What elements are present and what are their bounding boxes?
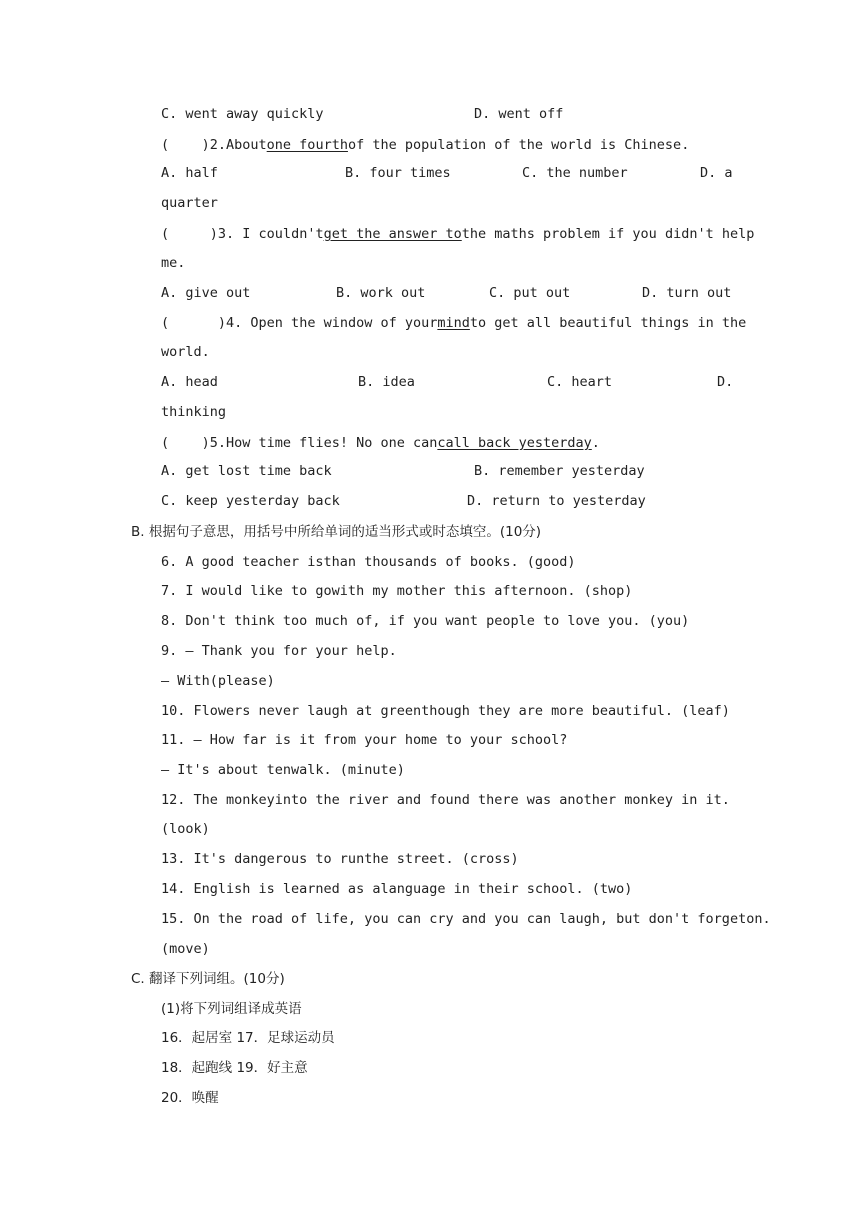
q2-option-c: C. the number xyxy=(522,165,628,181)
q4-option-a: A. head xyxy=(161,374,218,390)
list-item: 8. Don't think too much of, if you want people to love you. (you) xyxy=(161,613,690,629)
list-item: 20．唤醒 xyxy=(161,1090,219,1106)
list-item: 6. A good teacher isthan thousands of books. (good) xyxy=(161,554,576,570)
list-item: 12. The monkeyinto the river and found there was another monkey in it. xyxy=(161,792,730,808)
question-4: ( )4. Open the window of yourmindto get all beautiful things in the xyxy=(161,315,747,331)
section-b-heading: B. 根据句子意思，用括号中所给单词的适当形式或时态填空。(10分) xyxy=(131,524,542,540)
list-item: 14. English is learned as alanguage in their school. (two) xyxy=(161,881,633,897)
underlined-phrase: call back yesterday xyxy=(437,435,592,451)
underlined-phrase: mind xyxy=(437,315,470,331)
q1-option-c: C. went away quickly xyxy=(161,106,324,122)
q2-option-a: A. half xyxy=(161,165,218,181)
q3-option-b: B. work out xyxy=(336,285,426,301)
question-4-cont: world. xyxy=(161,344,210,360)
q3-option-d: D. turn out xyxy=(642,285,732,301)
question-3-cont: me. xyxy=(161,255,186,271)
q4-option-c: C. heart xyxy=(547,374,613,390)
list-item: (1)将下列词组译成英语 xyxy=(161,1001,302,1017)
list-item: (move) xyxy=(161,941,210,957)
q5-option-b: B. remember yesterday xyxy=(474,463,645,479)
list-item: 7. I would like to gowith my mother this afternoon. (shop) xyxy=(161,583,633,599)
q2-option-d: D. a xyxy=(700,165,733,181)
q4-option-d: D. xyxy=(717,374,734,390)
list-item: — With(please) xyxy=(161,673,275,689)
section-c-heading: C. 翻译下列词组。(10分) xyxy=(131,971,285,987)
q5-option-c: C. keep yesterday back xyxy=(161,493,340,509)
question-3: ( )3. I couldn'tget the answer tothe maths problem if you didn't help xyxy=(161,226,755,242)
list-item: 18．起跑线 19．好主意 xyxy=(161,1060,308,1076)
question-5: ( )5.How time flies! No one cancall back yesterday. xyxy=(161,435,600,451)
list-item: 15. On the road of life, you can cry and you can laugh, but don't forgeton. xyxy=(161,911,771,927)
q3-option-a: A. give out xyxy=(161,285,251,301)
q2-option-d-cont: quarter xyxy=(161,195,218,211)
list-item: 10. Flowers never laugh at greenthough they are more beautiful. (leaf) xyxy=(161,703,730,719)
q2-option-b: B. four times xyxy=(345,165,451,181)
list-item: 16．起居室 17．足球运动员 xyxy=(161,1030,335,1046)
list-item: (look) xyxy=(161,821,210,837)
list-item: 11. — How far is it from your home to your school? xyxy=(161,732,568,748)
underlined-phrase: get the answer to xyxy=(323,226,462,242)
q1-option-d: D. went off xyxy=(474,106,564,122)
q5-option-d: D. return to yesterday xyxy=(467,493,646,509)
underlined-phrase: one fourth xyxy=(266,137,348,153)
question-2: ( )2.Aboutone fourthof the population of the world is Chinese. xyxy=(161,137,690,153)
q4-option-b: B. idea xyxy=(358,374,415,390)
q5-option-a: A. get lost time back xyxy=(161,463,332,479)
q3-option-c: C. put out xyxy=(489,285,571,301)
list-item: 9. — Thank you for your help. xyxy=(161,643,397,659)
q4-option-d-cont: thinking xyxy=(161,404,227,420)
list-item: 13. It's dangerous to runthe street. (cross) xyxy=(161,851,519,867)
list-item: — It's about tenwalk. (minute) xyxy=(161,762,405,778)
